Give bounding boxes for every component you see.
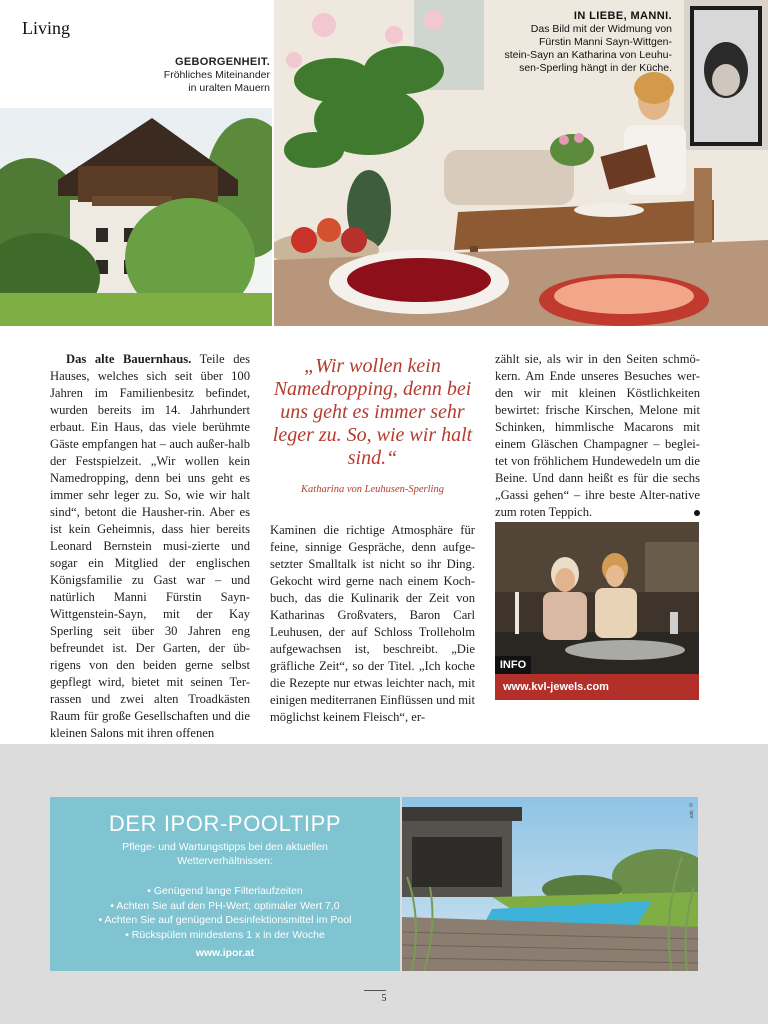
- end-mark-icon: [694, 510, 700, 516]
- section-label: Living: [22, 18, 70, 38]
- caption-house-title: GEBORGENHEIT.: [175, 56, 270, 68]
- article-column-1: [50, 351, 250, 742]
- pool-tip-list: [50, 884, 400, 942]
- page-number: 5: [381, 993, 387, 1004]
- caption-kitchen-line: stein-Sayn an Katharina von Leuhu-: [504, 49, 672, 61]
- info-box: [495, 522, 699, 700]
- info-tag: INFO: [495, 656, 531, 674]
- article-column-2: Kaminen die richtige Atmosphäre für feine, sinnige Gespräche, denn aufge-setzter Smalltalk ist nicht so ihr Ding. Gekocht wird gerne nach einem Koch-buch, das die Kulinarik der Zeit von Katharinas Großvaters, Baron Carl Leuhusen, der auf Schloss Trolleholm aufgewachsen ist, beschreibt. „Die gräfliche Zeit“, so der Titel. „Ich koche die Rezepte nur etwas leichter nach, mit einigen mediterranen Einflüssen und mit möglichst keinem Fleisch“, er-: [270, 523, 475, 724]
- article-column-3: [495, 351, 700, 521]
- article-text: zählt sie, als wir in den Seiten schmö-kern. Am Ende unseres Besuches wer-den wir mit kleinen Köstlichkeiten bewirtet: frische Kirschen, Melone mit Schinken, himmlische Macarons mit einem Gläschen Champagner – beglei-tet von fröhlichem Hundewedeln um die Beine. Und dann heißt es für die sechs „Gassi gehen“ – ihre beste Alter-native zum roten Teppich.: [495, 352, 700, 519]
- caption-kitchen-line: Fürstin Manni Sayn-Wittgen-: [538, 36, 672, 48]
- photo-pool: [402, 797, 698, 971]
- caption-kitchen-line: sen-Sperling hängt in der Küche.: [519, 62, 672, 74]
- caption-house-line: Fröhliches Miteinander: [163, 69, 270, 81]
- pool-tip-item: • Achten Sie auf genügend Desinfektionsmittel im Pool: [98, 914, 352, 926]
- caption-house: [80, 56, 270, 95]
- pool-tip-title: DER IPOR-POOLTIPP: [108, 811, 342, 836]
- info-link[interactable]: www.kvl-jewels.com: [495, 674, 699, 700]
- caption-kitchen-line: Das Bild mit der Widmung von: [530, 23, 672, 35]
- pull-quote: „Wir wollen kein Namedropping, denn bei uns geht es immer sehr leger zu. So, wie wir halt sind.“: [272, 355, 473, 469]
- caption-kitchen: [472, 10, 672, 75]
- pull-quote-author: Katharina von Leuhusen-Sperling: [301, 484, 444, 495]
- pool-tip-box: [50, 797, 400, 971]
- pool-tip-item: • Rückspülen mindestens 1 x in der Woche: [125, 928, 325, 941]
- caption-house-line: in uralten Mauern: [188, 82, 270, 94]
- photo-credit: © ipor: [688, 803, 694, 819]
- photo-farmhouse: [0, 108, 272, 326]
- article-text: Teile des Hauses, welches sich seit über 100 Jahren im Familienbesitz befindet, wurden bereits im 14. Jahrhundert erbaut. Ein Haus, das viele berühmte Gäste empfangen hat – auch außer-halb der Festspielzeit. „Wir wollen kein Namedropping, denn bei uns geht es immer sehr leger zu. So, wie wir halt sind“, betont die Hausher-rin. Aber es ist kein Geheimnis, dass hier bereits Leonard Bernstein musi-zierte und sogar ein Mitglied der englischen Königsfamilie zu Gast war – und natürlich Manni Fürstin Sayn-Wittgenstein-Sayn, mit der Kay Sperling seit über 30 Jahren eng befreundet ist. Der Garten, der üb-rigens von den beiden gerne selbst gepflegt wird, bietet mit seinen Ter-rassen und zwei alten Troadkästen Raum für große Gesellschaften und die kleinen Salons mit ihren offenen: [50, 352, 250, 740]
- pool-tip-item: • Achten Sie auf den PH-Wert; optimaler Wert 7,0: [110, 899, 340, 912]
- caption-kitchen-title: IN LIEBE, MANNI.: [573, 10, 672, 22]
- article-lead: Das alte Bauernhaus.: [66, 352, 192, 366]
- pool-tip-link[interactable]: www.ipor.at: [195, 947, 255, 959]
- page-number-rule: [364, 990, 386, 991]
- pool-tip-intro: Pflege- und Wartungstipps bei den aktuellen Wetterverhältnissen:: [122, 841, 328, 867]
- pool-tip-item: • Genügend lange Filterlaufzeiten: [147, 885, 303, 897]
